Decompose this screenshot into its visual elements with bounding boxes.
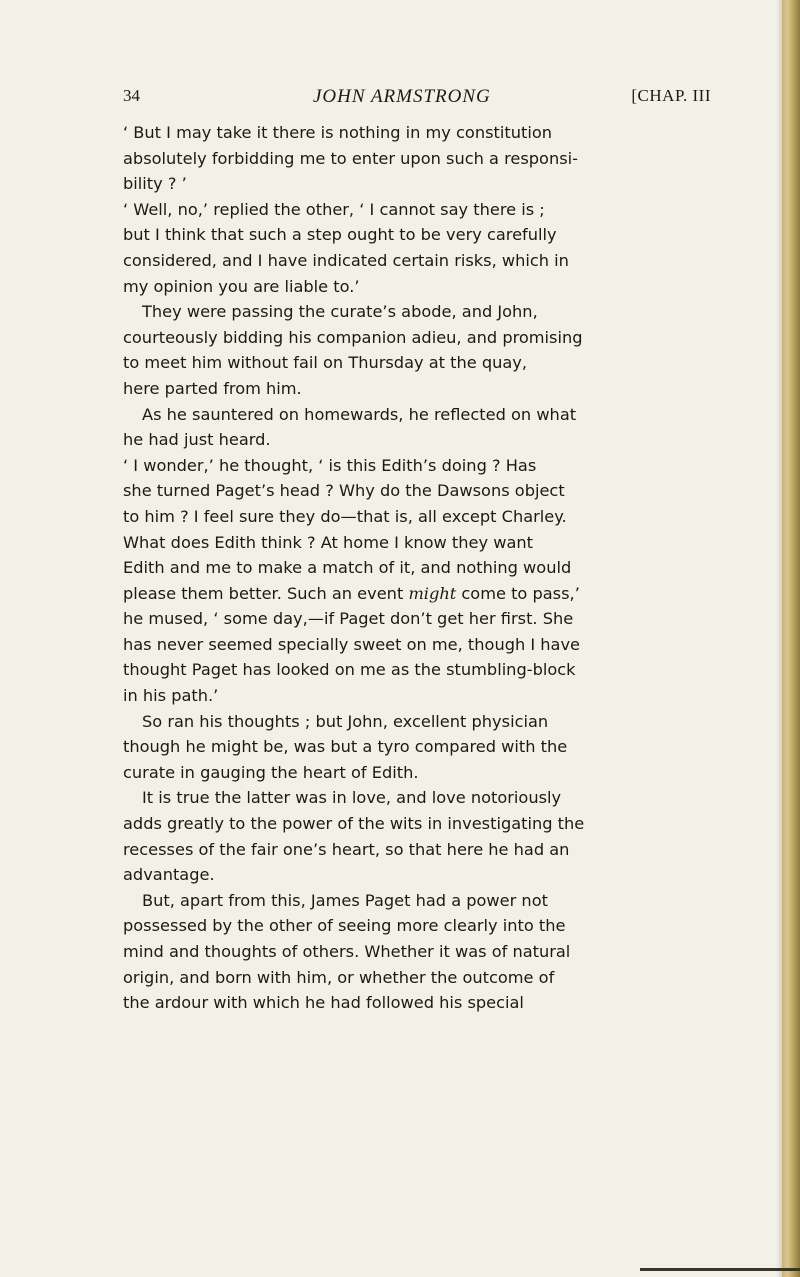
chapter-label: [CHAP. III xyxy=(631,86,711,105)
text-line: Edith and me to make a match of it, and nothing would xyxy=(123,558,572,578)
text-line: but I think that such a step ought to be very carefully xyxy=(123,225,557,245)
text-line: the ardour with which he had followed his special xyxy=(123,993,524,1013)
book-spine-edge xyxy=(782,0,800,1277)
text-line: bility ? ’ xyxy=(123,174,187,194)
page-number: 34 xyxy=(123,86,140,105)
text-line: absolutely forbidding me to enter upon such a responsi- xyxy=(123,148,578,168)
text-line: she turned Paget’s head ? Why do the Dawsons object xyxy=(123,481,565,501)
text-line: thought Paget has looked on me as the stumbling-block xyxy=(123,660,576,680)
page-header xyxy=(123,86,711,112)
text-line: possessed by the other of seeing more clearly into the xyxy=(123,916,566,936)
text-line: advantage. xyxy=(123,865,215,885)
page-bottom-edge xyxy=(640,1268,800,1271)
text-line: my opinion you are liable to.’ xyxy=(123,276,360,296)
text-segment: please them better. Such an event xyxy=(123,583,409,603)
text-line: But, apart from this, James Paget had a power not xyxy=(142,890,548,910)
text-line: ‘ I wonder,’ he thought, ‘ is this Edith’s doing ? Has xyxy=(123,455,537,475)
text-line: mind and thoughts of others. Whether it was of natural xyxy=(123,942,571,961)
text-line: in his path.’ xyxy=(123,686,219,706)
text-line: though he might be, was but a tyro compared with the xyxy=(123,737,568,757)
body-text xyxy=(123,120,711,1016)
text-line: has never seemed specially sweet on me, though I have xyxy=(123,634,581,654)
text-line: origin, and born with him, or whether the outcome of xyxy=(123,967,555,987)
text-line: What does Edith think ? At home I know they want xyxy=(123,532,533,552)
text-line: adds greatly to the power of the wits in investigating the xyxy=(123,814,585,834)
text-line: to meet him without fail on Thursday at the quay, xyxy=(123,353,528,373)
text-line: recesses of the fair one’s heart, so that here he had an xyxy=(123,839,570,859)
text-line: So ran his thoughts ; but John, excellent physician xyxy=(142,711,549,731)
text-line: here parted from him. xyxy=(123,378,302,398)
text-line: ‘ But I may take it there is nothing in my constitution xyxy=(123,123,552,142)
text-line: he mused, ‘ some day,—if Paget don’t get her first. She xyxy=(123,609,574,629)
text-line-with-italic xyxy=(123,581,711,607)
text-line: They were passing the curate’s abode, and John, xyxy=(142,302,538,322)
running-title: JOHN ARMSTRONG xyxy=(313,86,491,107)
text-line: he had just heard. xyxy=(123,430,271,450)
text-line: As he sauntered on homewards, he reflected on what xyxy=(142,404,577,424)
text-segment: come to pass,’ xyxy=(456,583,580,603)
text-line: to him ? I feel sure they do—that is, all except Charley. xyxy=(123,506,567,526)
italic-emphasis: might xyxy=(408,583,457,603)
text-line: It is true the latter was in love, and love notoriously xyxy=(142,788,562,808)
text-line: courteously bidding his companion adieu, and promising xyxy=(123,327,583,347)
text-line: curate in gauging the heart of Edith. xyxy=(123,762,419,782)
text-line: considered, and I have indicated certain risks, which in xyxy=(123,250,569,270)
text-line: ‘ Well, no,’ replied the other, ‘ I cannot say there is ; xyxy=(123,199,545,219)
